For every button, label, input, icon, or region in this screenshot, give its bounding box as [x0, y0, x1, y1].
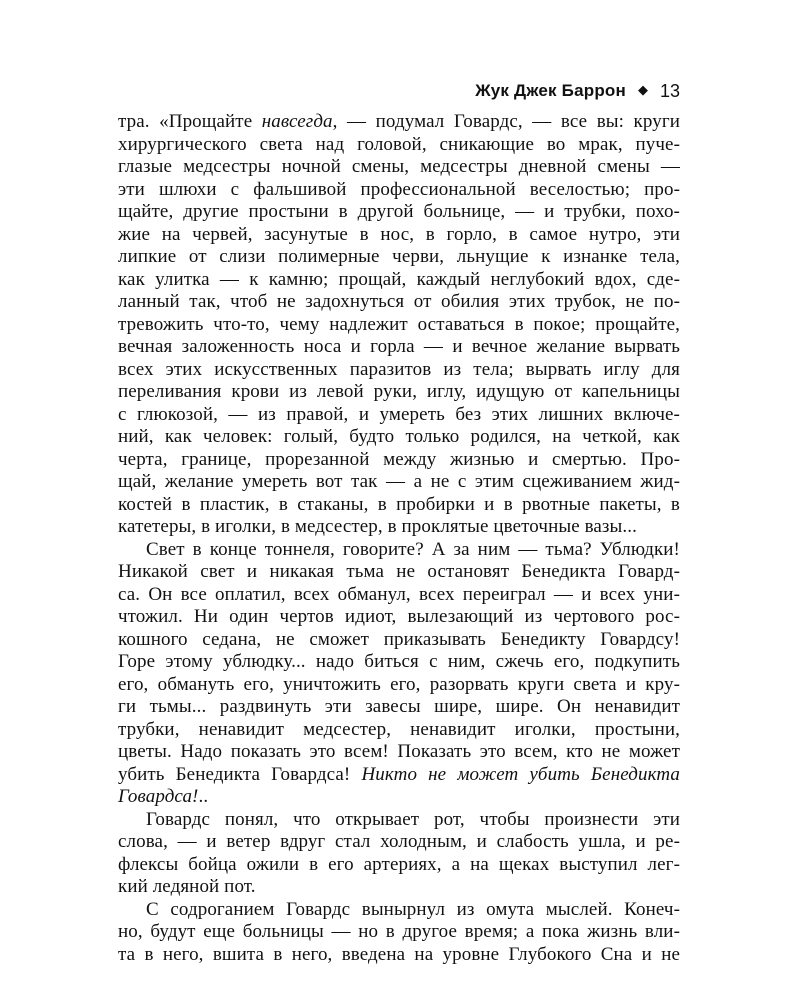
text-line	[118, 561, 680, 584]
text-run: переливания крови из левой руки, иглу, идущую от капельницы	[118, 381, 680, 402]
italic-text-run: Никто не может убить Бенедикта	[361, 763, 680, 785]
text-run: катетеры, в иголки, в медсестер, в проклятые цветочные вазы...	[118, 516, 637, 537]
text-line	[118, 314, 680, 337]
text-line	[118, 381, 680, 404]
text-line	[118, 134, 680, 157]
running-header	[118, 79, 680, 103]
text-run: Говардс понял, что открывает рот, чтобы произнести эти	[146, 808, 680, 830]
text-line	[118, 246, 680, 269]
text-run: слова, — и ветер вдруг стал холодным, и слабость ушла, и ре-	[118, 831, 680, 852]
text-line	[118, 921, 680, 944]
text-line	[118, 404, 680, 427]
text-line	[118, 651, 680, 674]
text-line	[118, 944, 680, 967]
text-run: костей в пластик, в стаканы, в пробирки и в рвотные пакеты, в	[118, 493, 680, 515]
text-run: ..	[198, 786, 209, 807]
text-run: трубки, ненавидит медсестер, ненавидит иголки, простыни,	[118, 718, 680, 740]
text-run: щайте, другие простыни в другой больнице, — и трубки, похо-	[118, 201, 680, 222]
text-run: его, обмануть его, уничтожить его, разорвать круги света и кру-	[118, 673, 680, 695]
text-line	[118, 831, 680, 854]
text-line	[118, 539, 680, 562]
body-text	[118, 111, 680, 966]
text-run: глазые медсестры ночной смены, медсестры дневной смены —	[118, 156, 680, 177]
text-run: Свет в конце тоннеля, говорите? А за ним — тьма? Ублюдки!	[146, 538, 680, 560]
text-run: как улитка — к камню; прощай, каждый неглубокий вдох, сде-	[118, 268, 680, 290]
text-run: жие на червей, засунутые в нос, в горло, в самое нутро, эти	[118, 223, 680, 245]
text-run: всех этих искусственных паразитов из тела; вырвать иглу для	[118, 358, 680, 380]
text-line	[118, 359, 680, 382]
text-line	[118, 494, 680, 517]
italic-text-run: Говардса!	[118, 786, 199, 807]
text-line	[118, 584, 680, 607]
text-line	[118, 471, 680, 494]
text-run: Горе этому ублюдку... надо биться с ним, сжечь его, подкупить	[118, 651, 680, 672]
text-run: ний, как человек: голый, будто только родился, на четкой, как	[118, 426, 680, 447]
text-line	[118, 854, 680, 877]
text-run: с глюкозой, — из правой, и умереть без этих лишних включе-	[118, 403, 680, 425]
text-run: эти шлюхи с фальшивой профессиональной веселостью; про-	[118, 178, 680, 200]
text-run: са. Он все оплатил, всех обманул, всех переиграл — и всех уни-	[118, 583, 680, 605]
text-run: та в него, вшита в него, введена на уровне Глубокого Сна и не	[118, 943, 680, 965]
text-run: липкие от слизи полимерные черви, льнущие к изнанке тела,	[118, 246, 680, 267]
text-line	[118, 516, 680, 539]
text-line	[118, 696, 680, 719]
text-run: чтожил. Ни один чертов идиот, вылезающий из чертового рос-	[118, 606, 680, 627]
text-run: хирургического света над головой, сникающие во мрак, пуче-	[118, 133, 680, 155]
text-run: флексы бойца ожили в его артериях, а на щеках выступил лег-	[118, 853, 680, 875]
text-line	[118, 449, 680, 472]
text-run: ланный так, чтоб не задохнуться от обилия этих трубок, не по-	[118, 291, 680, 312]
text-run: но, будут еще больницы — но в другое время; а пока жизнь вли-	[118, 921, 680, 942]
text-run: убить Бенедикта Говардса!	[118, 763, 362, 785]
text-line	[118, 629, 680, 652]
text-line	[118, 426, 680, 449]
text-line	[118, 224, 680, 247]
text-line	[118, 606, 680, 629]
text-line	[118, 156, 680, 179]
text-line	[118, 201, 680, 224]
italic-text-run: навсегда	[261, 111, 333, 132]
text-line	[118, 291, 680, 314]
text-line	[118, 336, 680, 359]
book-title: Жук Джек Баррон	[475, 81, 626, 100]
text-line	[118, 179, 680, 202]
text-run: кошного седана, не сможет приказывать Бенедикту Говардсу!	[118, 628, 680, 650]
diamond-separator-icon: ◆	[637, 82, 648, 97]
text-run: черта, границе, прорезанной между жизнью и смертью. Про-	[118, 448, 680, 470]
text-run: тревожить что-то, чему надлежит оставаться в покое; прощайте,	[118, 313, 680, 335]
text-line	[118, 786, 680, 809]
text-run: вечная заложенность носа и горла — и вечное желание вырвать	[118, 336, 680, 357]
text-line	[118, 111, 680, 134]
text-run: Никакой свет и никакая тьма не остановят Бенедикта Говард-	[118, 561, 680, 582]
text-line	[118, 674, 680, 697]
text-line	[118, 741, 680, 764]
text-run: ги тьмы... раздвинуть эти завесы шире, шире. Он ненавидит	[118, 696, 680, 717]
text-run: кий ледяной пот.	[118, 876, 256, 897]
text-line	[118, 876, 680, 899]
text-line	[118, 719, 680, 742]
text-run: , — подумал Говардс, — все вы: круги	[332, 111, 680, 132]
text-line	[118, 764, 680, 787]
text-run: тра. «Прощайте	[118, 111, 262, 132]
page-number: 13	[659, 80, 680, 101]
text-run: щай, желание умереть вот так — а не с этим сцеживанием жид-	[118, 471, 680, 492]
text-run: С содроганием Говардс вынырнул из омута мыслей. Конеч-	[146, 898, 680, 920]
text-line	[118, 899, 680, 922]
text-line	[118, 269, 680, 292]
text-line	[118, 809, 680, 832]
text-run: цветы. Надо показать это всем! Показать это всем, кто не может	[118, 741, 680, 762]
